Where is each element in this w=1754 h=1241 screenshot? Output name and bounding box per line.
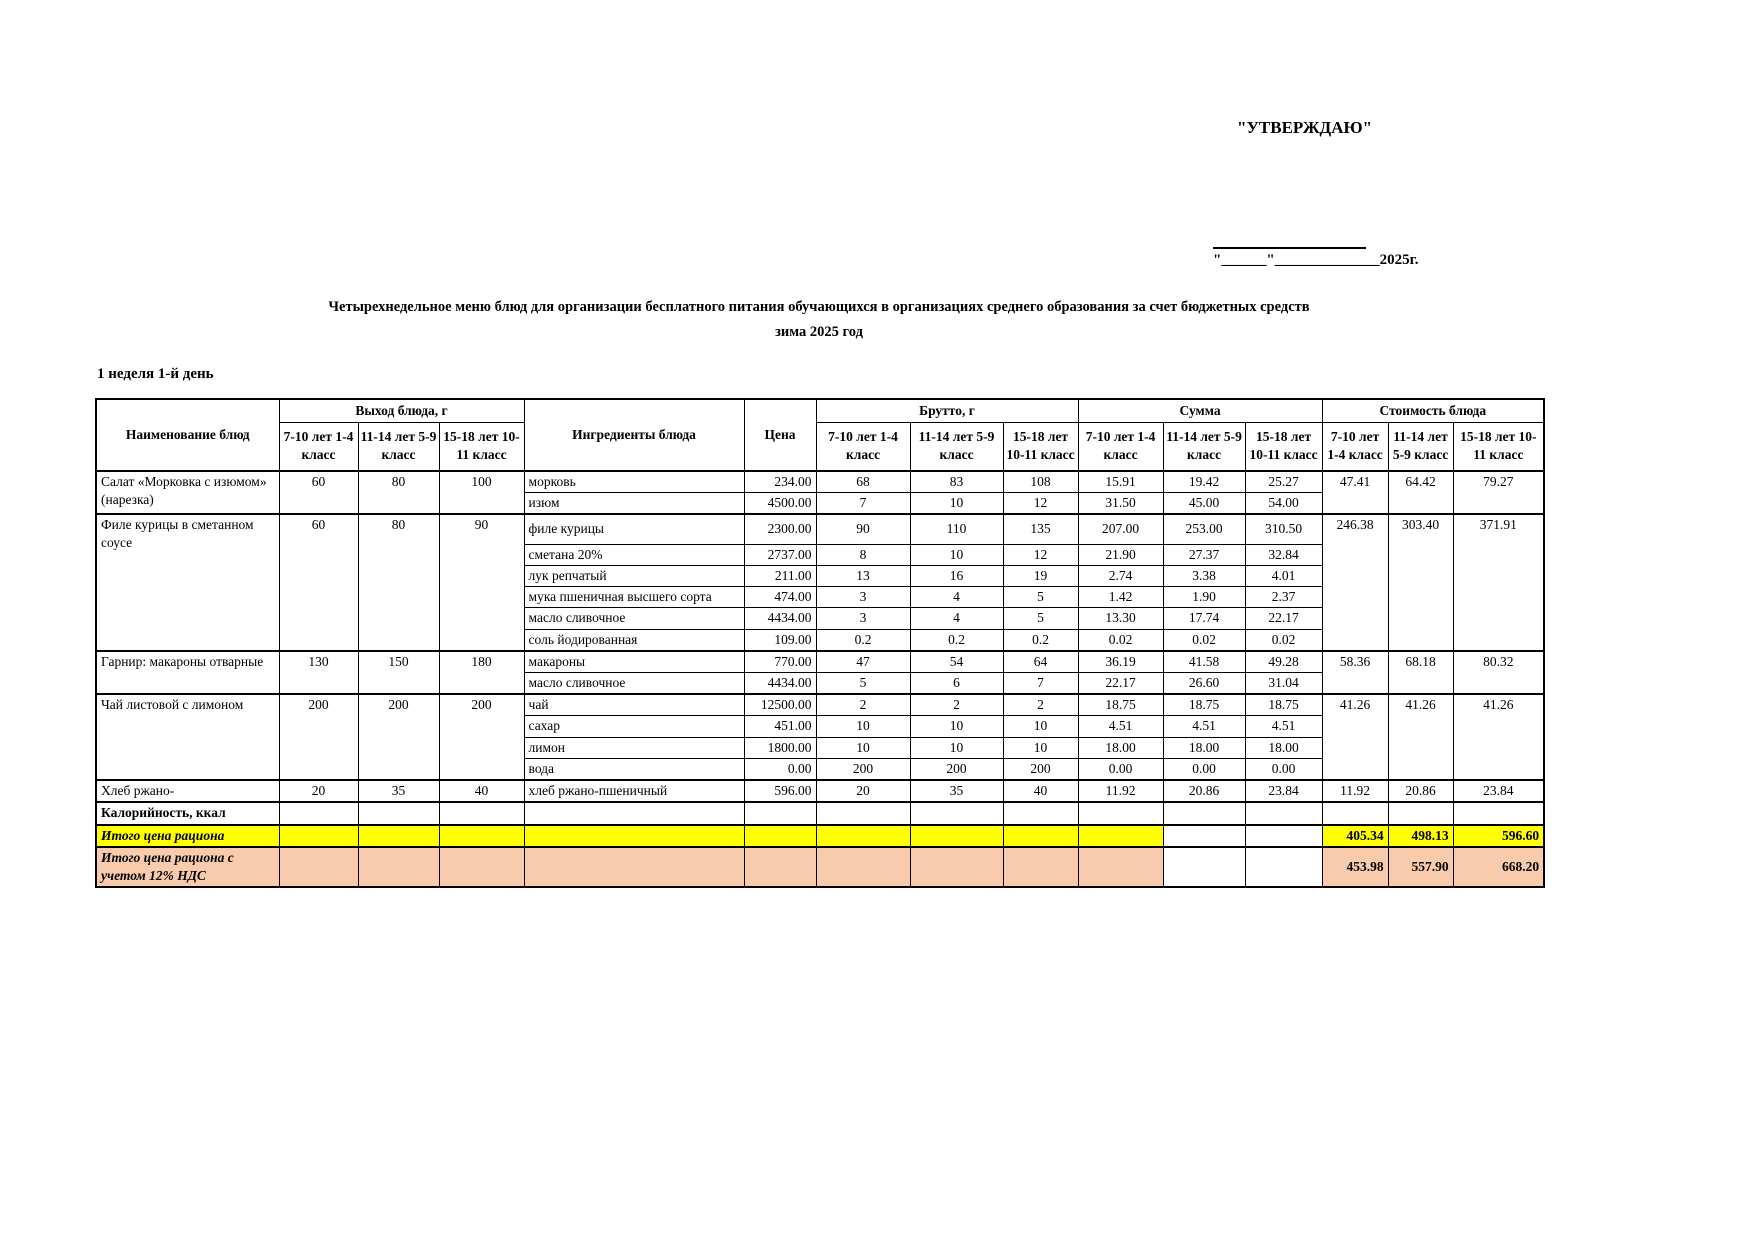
table-cell: 2.74 (1078, 565, 1163, 586)
table-cell: 20 (279, 780, 358, 802)
table-cell: 20.86 (1388, 780, 1453, 802)
table-cell: 10 (910, 737, 1003, 758)
ingredient-name: филе курицы (524, 514, 744, 544)
table-cell: 130 (279, 651, 358, 694)
table-cell: 371.91 (1453, 514, 1544, 651)
table-cell: 22.17 (1245, 608, 1322, 629)
table-cell (279, 802, 358, 824)
table-cell: 5 (1003, 608, 1078, 629)
col-header-dish-name: Наименование блюд (96, 399, 279, 471)
table-cell: 10 (910, 544, 1003, 565)
table-cell: 1.90 (1163, 587, 1245, 608)
table-cell: 253.00 (1163, 514, 1245, 544)
table-cell: 2 (816, 694, 910, 716)
table-cell: 303.40 (1388, 514, 1453, 651)
table-cell: 1800.00 (744, 737, 816, 758)
table-cell: 60 (279, 514, 358, 651)
col-header-cost-age2: 11-14 лет 5-9 класс (1388, 423, 1453, 471)
ingredient-name: лимон (524, 737, 744, 758)
table-cell: 310.50 (1245, 514, 1322, 544)
table-cell (816, 825, 910, 847)
table-cell: 49.28 (1245, 651, 1322, 673)
table-cell: 596.00 (744, 780, 816, 802)
table-cell: 4 (910, 608, 1003, 629)
table-cell: 47.41 (1322, 471, 1388, 514)
table-cell (744, 802, 816, 824)
table-cell (816, 847, 910, 887)
day-label: 1 неделя 1-й день (97, 366, 214, 382)
table-row (96, 847, 1544, 887)
table-cell: 770.00 (744, 651, 816, 673)
col-header-output-age3: 15-18 лет 10-11 класс (439, 423, 524, 471)
menu-table-body (96, 471, 1544, 887)
season-subtitle: зима 2025 год (775, 324, 863, 340)
col-header-cost-age1: 7-10 лет 1-4 класс (1322, 423, 1388, 471)
table-cell: 498.13 (1388, 825, 1453, 847)
table-cell: 18.75 (1245, 694, 1322, 716)
table-cell: 180 (439, 651, 524, 694)
calories-label: Калорийность, ккал (96, 802, 279, 824)
table-cell: 200 (439, 694, 524, 780)
table-cell: 135 (1003, 514, 1078, 544)
table-cell: 11.92 (1322, 780, 1388, 802)
table-cell: 0.2 (910, 629, 1003, 651)
table-cell (1078, 847, 1163, 887)
table-cell: 453.98 (1322, 847, 1388, 887)
table-cell: 41.26 (1388, 694, 1453, 780)
table-cell: 2300.00 (744, 514, 816, 544)
table-row (96, 694, 1544, 716)
table-cell: 10 (910, 492, 1003, 514)
table-row (96, 471, 1544, 493)
ingredient-name: лук репчатый (524, 565, 744, 586)
table-cell: 668.20 (1453, 847, 1544, 887)
approval-stamp: "УТВЕРЖДАЮ" (1237, 118, 1373, 137)
table-cell: 4.51 (1078, 716, 1163, 737)
table-cell: 109.00 (744, 629, 816, 651)
table-cell: 451.00 (744, 716, 816, 737)
table-cell: 23.84 (1245, 780, 1322, 802)
table-cell: 246.38 (1322, 514, 1388, 651)
table-cell (1003, 825, 1078, 847)
col-header-gross-age2: 11-14 лет 5-9 класс (910, 423, 1003, 471)
signature-line (1213, 247, 1366, 249)
table-cell: 58.36 (1322, 651, 1388, 694)
table-cell: 80.32 (1453, 651, 1544, 694)
table-cell: 200 (358, 694, 439, 780)
col-header-cost-group: Стоимость блюда (1322, 399, 1544, 423)
table-cell: 4434.00 (744, 672, 816, 694)
table-cell (1163, 847, 1245, 887)
table-cell: 596.60 (1453, 825, 1544, 847)
table-cell (279, 847, 358, 887)
table-cell (439, 825, 524, 847)
table-cell: 4434.00 (744, 608, 816, 629)
table-cell: 68 (816, 471, 910, 493)
table-cell: 68.18 (1388, 651, 1453, 694)
table-cell: 35 (910, 780, 1003, 802)
col-header-output-age2: 11-14 лет 5-9 класс (358, 423, 439, 471)
table-cell: 90 (439, 514, 524, 651)
table-cell: 35 (358, 780, 439, 802)
ingredient-name: масло сливочное (524, 672, 744, 694)
table-cell: 2737.00 (744, 544, 816, 565)
table-cell: 7 (816, 492, 910, 514)
table-cell: 4 (910, 587, 1003, 608)
table-cell (910, 825, 1003, 847)
table-cell (1078, 825, 1163, 847)
table-cell (1322, 802, 1388, 824)
col-header-sum-age2: 11-14 лет 5-9 класс (1163, 423, 1245, 471)
table-cell: 0.2 (1003, 629, 1078, 651)
menu-table-head (96, 399, 1544, 471)
table-cell: 0.02 (1245, 629, 1322, 651)
col-header-sum-age3: 15-18 лет 10-11 класс (1245, 423, 1322, 471)
table-cell: 7 (1003, 672, 1078, 694)
ingredient-name: чай (524, 694, 744, 716)
table-cell: 211.00 (744, 565, 816, 586)
table-cell: 10 (816, 716, 910, 737)
table-cell: 200 (816, 758, 910, 780)
table-cell: 3.38 (1163, 565, 1245, 586)
table-cell (1003, 802, 1078, 824)
table-cell (279, 825, 358, 847)
table-row (96, 514, 1544, 544)
approval-date-line: "______"______________2025г. (1213, 252, 1419, 268)
table-cell: 47 (816, 651, 910, 673)
ingredient-name: сахар (524, 716, 744, 737)
table-cell: 2 (910, 694, 1003, 716)
table-cell: 26.60 (1163, 672, 1245, 694)
dish-name: Хлеб ржано- (96, 780, 279, 802)
table-cell (524, 825, 744, 847)
table-cell: 0.00 (744, 758, 816, 780)
table-cell: 15.91 (1078, 471, 1163, 493)
table-cell (1163, 825, 1245, 847)
table-cell: 10 (1003, 716, 1078, 737)
table-cell: 4.51 (1245, 716, 1322, 737)
table-cell: 25.27 (1245, 471, 1322, 493)
table-cell (524, 802, 744, 824)
table-cell: 234.00 (744, 471, 816, 493)
table-cell (1003, 847, 1078, 887)
table-cell (816, 802, 910, 824)
table-cell: 10 (816, 737, 910, 758)
table-cell: 5 (816, 672, 910, 694)
table-cell: 80 (358, 471, 439, 514)
dish-name: Гарнир: макароны отварные (96, 651, 279, 694)
table-cell: 64.42 (1388, 471, 1453, 514)
table-cell: 200 (279, 694, 358, 780)
dish-name: Филе курицы в сметанном соусе (96, 514, 279, 651)
table-row (96, 802, 1544, 824)
table-cell: 3 (816, 608, 910, 629)
table-cell (1078, 802, 1163, 824)
table-cell (744, 847, 816, 887)
table-cell: 200 (1003, 758, 1078, 780)
col-header-gross-group: Брутто, г (816, 399, 1078, 423)
table-cell: 12500.00 (744, 694, 816, 716)
table-cell (1245, 847, 1322, 887)
table-cell: 100 (439, 471, 524, 514)
table-cell: 200 (910, 758, 1003, 780)
table-cell: 19 (1003, 565, 1078, 586)
col-header-cost-age3: 15-18 лет 10-11 класс (1453, 423, 1544, 471)
table-row (96, 825, 1544, 847)
table-cell: 108 (1003, 471, 1078, 493)
table-cell: 40 (1003, 780, 1078, 802)
table-cell (910, 802, 1003, 824)
table-cell: 27.37 (1163, 544, 1245, 565)
table-cell: 1.42 (1078, 587, 1163, 608)
ingredient-name: хлеб ржано-пшеничный (524, 780, 744, 802)
table-cell: 31.04 (1245, 672, 1322, 694)
table-row (96, 780, 1544, 802)
table-cell: 405.34 (1322, 825, 1388, 847)
table-cell (910, 847, 1003, 887)
col-header-sum-group: Сумма (1078, 399, 1322, 423)
table-cell: 22.17 (1078, 672, 1163, 694)
table-cell: 90 (816, 514, 910, 544)
table-cell: 0.00 (1245, 758, 1322, 780)
table-cell: 11.92 (1078, 780, 1163, 802)
ingredient-name: соль йодированная (524, 629, 744, 651)
col-header-sum-age1: 7-10 лет 1-4 класс (1078, 423, 1163, 471)
table-cell: 41.26 (1453, 694, 1544, 780)
col-header-output-age1: 7-10 лет 1-4 класс (279, 423, 358, 471)
table-cell: 45.00 (1163, 492, 1245, 514)
table-cell: 32.84 (1245, 544, 1322, 565)
table-cell: 207.00 (1078, 514, 1163, 544)
table-cell: 5 (1003, 587, 1078, 608)
ingredient-name: масло сливочное (524, 608, 744, 629)
col-header-price: Цена (744, 399, 816, 471)
table-cell: 18.00 (1163, 737, 1245, 758)
table-cell: 10 (1003, 737, 1078, 758)
table-cell: 557.90 (1388, 847, 1453, 887)
table-cell: 18.75 (1078, 694, 1163, 716)
table-cell: 18.00 (1078, 737, 1163, 758)
table-cell: 12 (1003, 492, 1078, 514)
table-cell: 41.26 (1322, 694, 1388, 780)
table-cell: 41.58 (1163, 651, 1245, 673)
table-cell: 10 (910, 716, 1003, 737)
table-cell: 150 (358, 651, 439, 694)
table-cell: 79.27 (1453, 471, 1544, 514)
table-cell: 21.90 (1078, 544, 1163, 565)
table-cell (439, 847, 524, 887)
total-label: Итого цена рациона (96, 825, 279, 847)
table-cell (1163, 802, 1245, 824)
table-cell (1245, 802, 1322, 824)
table-cell (524, 847, 744, 887)
table-cell: 12 (1003, 544, 1078, 565)
dish-name: Чай листовой с лимоном (96, 694, 279, 780)
table-cell: 4.51 (1163, 716, 1245, 737)
table-cell: 8 (816, 544, 910, 565)
table-cell: 0.00 (1078, 758, 1163, 780)
table-cell: 4500.00 (744, 492, 816, 514)
table-row (96, 651, 1544, 673)
table-cell (1245, 825, 1322, 847)
menu-table (95, 398, 1545, 888)
col-header-output-group: Выход блюда, г (279, 399, 524, 423)
table-cell: 54.00 (1245, 492, 1322, 514)
ingredient-name: мука пшеничная высшего сорта (524, 587, 744, 608)
table-cell (744, 825, 816, 847)
table-cell (1388, 802, 1453, 824)
table-cell (358, 847, 439, 887)
table-cell: 36.19 (1078, 651, 1163, 673)
document-title: Четырехнедельное меню блюд для организации бесплатного питания обучающихся в организациях среднего образования за счет бюджетных средств (328, 299, 1310, 315)
table-cell: 0.2 (816, 629, 910, 651)
table-cell: 64 (1003, 651, 1078, 673)
ingredient-name: морковь (524, 471, 744, 493)
table-cell: 6 (910, 672, 1003, 694)
table-cell: 16 (910, 565, 1003, 586)
ingredient-name: макароны (524, 651, 744, 673)
table-cell: 2.37 (1245, 587, 1322, 608)
table-cell: 13.30 (1078, 608, 1163, 629)
col-header-gross-age3: 15-18 лет 10-11 класс (1003, 423, 1078, 471)
table-cell: 23.84 (1453, 780, 1544, 802)
table-cell: 83 (910, 471, 1003, 493)
col-header-ingredients: Ингредиенты блюда (524, 399, 744, 471)
table-cell: 3 (816, 587, 910, 608)
table-cell: 40 (439, 780, 524, 802)
table-cell (439, 802, 524, 824)
table-cell: 17.74 (1163, 608, 1245, 629)
table-cell: 0.02 (1078, 629, 1163, 651)
table-cell: 474.00 (744, 587, 816, 608)
table-cell (1453, 802, 1544, 824)
table-cell: 19.42 (1163, 471, 1245, 493)
table-cell: 4.01 (1245, 565, 1322, 586)
table-cell: 2 (1003, 694, 1078, 716)
table-cell: 54 (910, 651, 1003, 673)
table-cell: 60 (279, 471, 358, 514)
table-cell: 0.02 (1163, 629, 1245, 651)
table-cell: 31.50 (1078, 492, 1163, 514)
ingredient-name: сметана 20% (524, 544, 744, 565)
table-cell: 20.86 (1163, 780, 1245, 802)
table-cell: 20 (816, 780, 910, 802)
table-cell: 18.75 (1163, 694, 1245, 716)
table-cell: 13 (816, 565, 910, 586)
table-cell: 18.00 (1245, 737, 1322, 758)
total-vat-label: Итого цена рациона с учетом 12% НДС (96, 847, 279, 887)
ingredient-name: изюм (524, 492, 744, 514)
table-cell: 80 (358, 514, 439, 651)
table-cell (358, 825, 439, 847)
col-header-gross-age1: 7-10 лет 1-4 класс (816, 423, 910, 471)
table-cell: 0.00 (1163, 758, 1245, 780)
dish-name: Салат «Морковка с изюмом» (нарезка) (96, 471, 279, 514)
ingredient-name: вода (524, 758, 744, 780)
table-cell: 110 (910, 514, 1003, 544)
table-cell (358, 802, 439, 824)
